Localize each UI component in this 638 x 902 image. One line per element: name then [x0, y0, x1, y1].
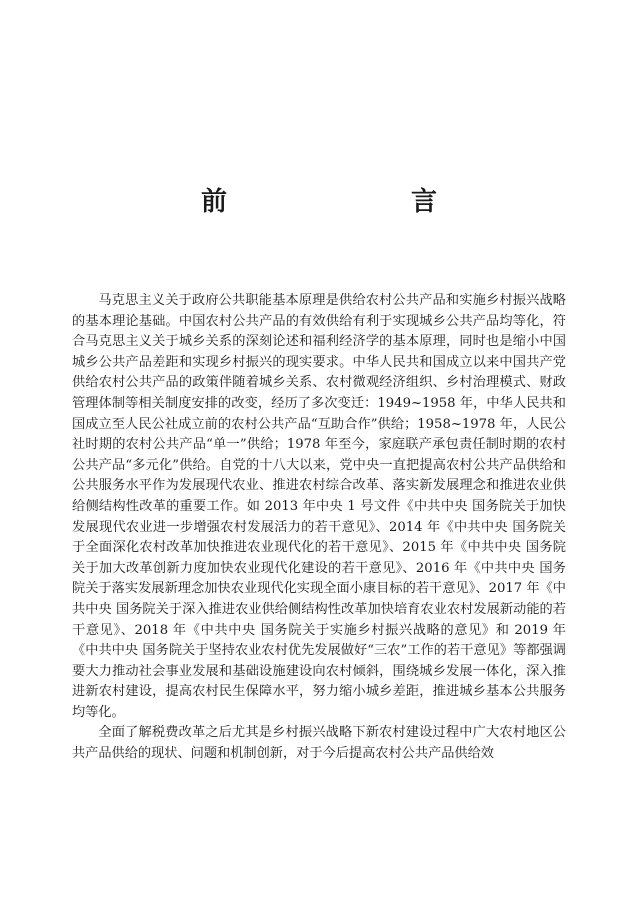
paragraph-2: 全面了解税费改革之后尤其是乡村振兴战略下新农村建设过程中广大农村地区公共产品供给的现状、问题和机制创新，对于今后提高农村公共产品供给效 — [72, 725, 566, 762]
page-title: 前 言 — [200, 187, 481, 217]
paragraph-1: 马克思主义关于政府公共职能基本原理是供给农村公共产品和实施乡村振兴战略的基本理论基础。中国农村公共产品的有效供给有利于实现城乡公共产品均等化，符合马克思主义关于城乡关系的深刻论述和福利经济学的基本原理，同时也是缩小中国城乡公共产品差距和实现乡村振兴的现实要求。中华人民共和国成立以来中国共产党供给农村公共产品的政策伴随着城乡关系、农村微观经济组织、乡村治理模式、财政管理体制等相关制度安排的改变，经历了多次变迁：1949~1958 年，中华人民共和国成立至人民公社成立前的农村公共产品“互助合作”供给；1958~1978 年，人民公社时期的农村公共产品“单一”供给；1978 年至今，家庭联产承包责任制时期的农村公共产品“多元化”供给。自党的十八大以来，党中央一直把提高农村公共产品供给和公共服务水平作为发展现代农业、推进农村综合改革、落实新发展理念和推进农业供给侧结构性改革的重要工作。如 2013 年中央 1 号文件《中共中央 国务院关于加快发展现代农业进一步增强农村发展活力的若干意见》、2014 年《中共中央 国务院关于全面深化农村改革加快推进农业现代化的若干意见》、2015 年《中共中央 国务院关于加大改革创新力度加快农业现代化建设的若干意见》、2016 年《中共中央 国务院关于落实发展新理念加快农业现代化实现全面小康目标的若干意见》、2017 年《中共中央 国务院关于深入推进农业供给侧结构性改革加快培育农业农村发展新动能的若干意见》、2018 年《中共中央 国务院关于实施乡村振兴战略的意见》和 2019 年《中共中央 国务院关于坚持农业农村优先发展做好“三农”工作的若干意见》等都强调要大力推动社会事业发展和基础设施建设向农村倾斜，围绕城乡发展一体化，深入推进新农村建设，提高农村民生保障水平，努力缩小城乡差距，推进城乡基本公共服务均等化。 — [72, 293, 566, 720]
body-text — [72, 291, 566, 765]
